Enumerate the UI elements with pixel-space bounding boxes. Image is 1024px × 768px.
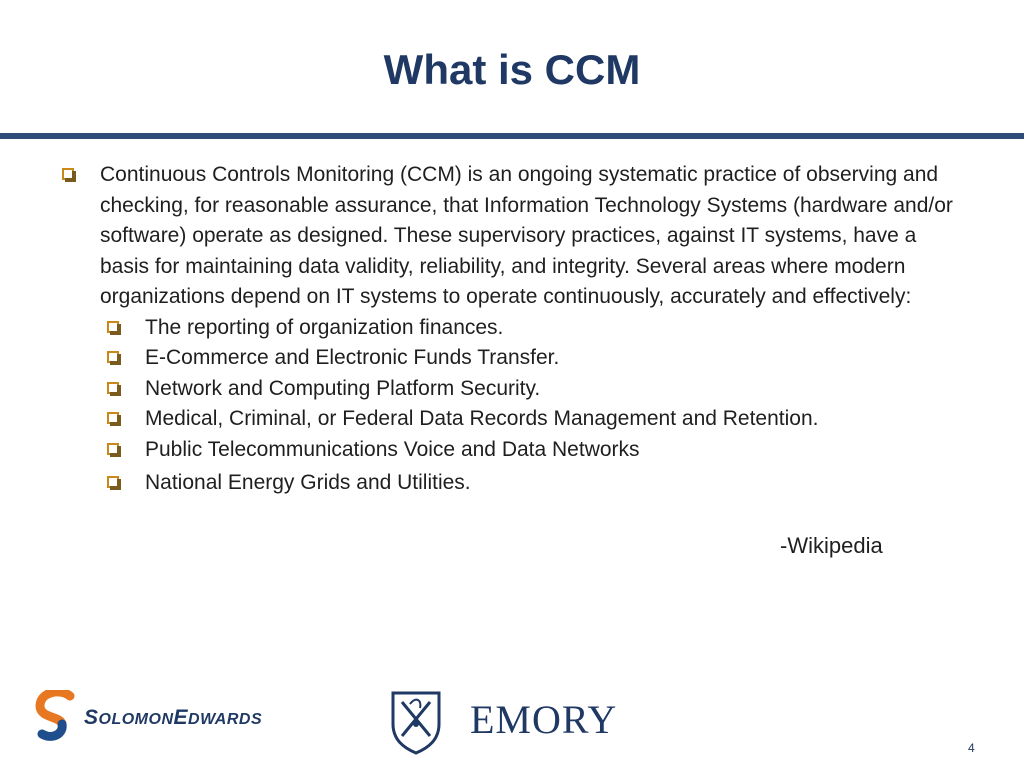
solomon-edwards-wordmark: SOLOMONEDWARDS	[84, 706, 263, 729]
title-divider	[0, 133, 1024, 139]
sub-bullet-text: Public Telecommunications Voice and Data Networks	[145, 437, 640, 461]
sub-bullet-text: Medical, Criminal, or Federal Data Records Management and Retention.	[145, 407, 819, 430]
slide-title: What is CCM	[383, 46, 641, 93]
square-checkbox-icon	[107, 382, 119, 394]
square-checkbox-icon	[107, 476, 119, 488]
citation: -Wikipedia	[780, 533, 883, 558]
square-checkbox-icon	[107, 412, 119, 424]
sub-bullet	[56, 374, 966, 405]
sub-bullet-text: The reporting of organization finances.	[145, 315, 504, 339]
slide-body	[56, 160, 966, 499]
sub-bullet	[56, 343, 966, 374]
sub-bullet-text: National Energy Grids and Utilities.	[145, 471, 471, 494]
solomon-edwards-logo	[34, 690, 294, 746]
sub-bullet-text: Network and Computing Platform Security.	[145, 376, 541, 400]
sub-bullet-text: E-Commerce and Electronic Funds Transfer.	[145, 346, 560, 369]
square-checkbox-icon	[62, 168, 74, 180]
square-checkbox-icon	[107, 443, 119, 455]
sub-bullet	[56, 313, 966, 344]
sub-bullet	[56, 404, 966, 435]
page-number: 4	[968, 741, 975, 755]
main-bullet-text: Continuous Controls Monitoring (CCM) is an ongoing systematic practice of observing and checking, for reasonable assurance, that Information Technology Systems (hardware and/or software) operate as designed. These supervisory practices, against IT systems, have a basis for maintaining data validity, reliability, and integrity. Several areas where modern organizations depend on IT systems to operate continuously, accurately and effectively:	[100, 163, 953, 308]
main-bullet	[56, 160, 966, 313]
sub-bullet	[56, 435, 966, 466]
emory-logo	[390, 690, 630, 758]
square-checkbox-icon	[107, 351, 119, 363]
square-checkbox-icon	[107, 321, 119, 333]
emory-shield-icon	[390, 690, 442, 756]
sub-bullet	[56, 468, 966, 499]
solomon-edwards-s-icon	[34, 690, 80, 746]
emory-wordmark: EMORY	[470, 697, 618, 742]
